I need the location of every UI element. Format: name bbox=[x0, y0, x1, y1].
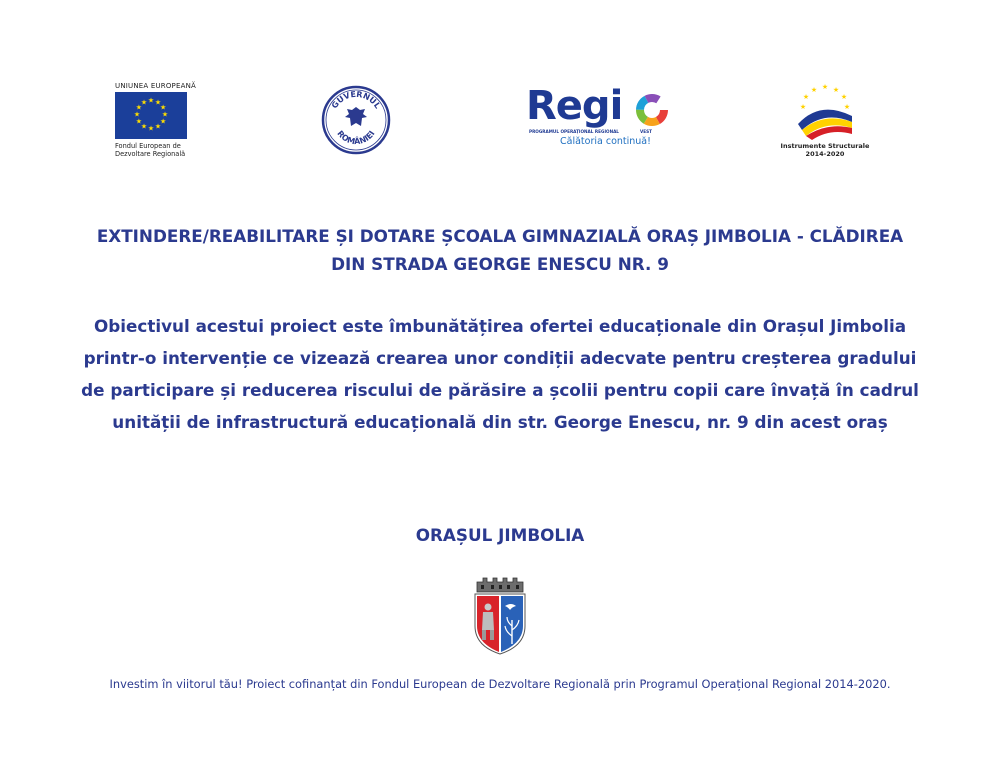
jimbolia-coat-of-arms bbox=[469, 576, 531, 656]
svg-text:★: ★ bbox=[802, 93, 810, 101]
svg-text:★: ★ bbox=[843, 103, 851, 111]
svg-text:★: ★ bbox=[840, 93, 848, 101]
svg-text:★: ★ bbox=[159, 117, 167, 126]
objective-line: printr-o intervenție ce vizează crearea unor condiții adecvate pentru creșterea gradului bbox=[83, 348, 917, 368]
svg-text:★: ★ bbox=[135, 117, 143, 126]
svg-text:★: ★ bbox=[135, 103, 143, 112]
regio-slogan: Călătoria continuă! bbox=[560, 136, 651, 147]
eu-stars-icon bbox=[115, 92, 187, 139]
svg-text:★: ★ bbox=[159, 103, 167, 112]
svg-text:★: ★ bbox=[147, 124, 155, 133]
eu-flag bbox=[115, 92, 187, 139]
eu-logo bbox=[115, 82, 196, 158]
regio-ring-icon bbox=[635, 93, 669, 127]
objective-line: de participare și reducerea riscului de părăsire a școlii pentru copii care învață în cadrul bbox=[81, 380, 919, 400]
footer-note: Investim în viitorul tău! Proiect cofinanțat din Fondul European de Dezvoltare Regională prin Programul Operațional Regional 2014-2020. bbox=[109, 677, 891, 691]
beneficiary-name: ORAȘUL JIMBOLIA bbox=[415, 525, 585, 545]
regio-program-region: VEST bbox=[640, 129, 652, 134]
objective-line: Obiectivul acestui proiect este îmbunătățirea ofertei educaționale din Orașul Jimbolia bbox=[93, 316, 907, 336]
svg-text:★: ★ bbox=[154, 122, 162, 131]
svg-text:★: ★ bbox=[140, 122, 148, 131]
eu-caption: UNIUNEA EUROPEANĂ bbox=[115, 82, 196, 90]
instrumente-caption-line1: Instrumente Structurale bbox=[780, 142, 870, 150]
instrumente-structurale-icon bbox=[780, 80, 870, 142]
svg-text:★: ★ bbox=[821, 83, 829, 91]
svg-text:★: ★ bbox=[140, 98, 148, 107]
svg-text:★: ★ bbox=[154, 98, 162, 107]
project-title-line1: EXTINDERE/REABILITARE ȘI DOTARE ȘCOALA GIMNAZIALĂ ORAȘ JIMBOLIA - CLĂDIREA bbox=[96, 226, 904, 246]
government-ring-top: GUVERNUL bbox=[329, 89, 383, 111]
coat-of-arms-icon bbox=[469, 576, 531, 656]
eu-subcaption-line2: Dezvoltare Regională bbox=[115, 150, 186, 158]
svg-text:★: ★ bbox=[147, 96, 155, 105]
project-objective bbox=[60, 310, 940, 438]
government-ring-bottom: ROMÂNIEI bbox=[335, 128, 377, 147]
eu-subcaption bbox=[115, 142, 185, 158]
svg-text:ROMÂNIEI bbox=[335, 129, 376, 146]
eu-subcaption-line1: Fondul European de bbox=[115, 142, 181, 150]
instrumente-caption bbox=[780, 142, 870, 158]
government-logo bbox=[321, 85, 391, 155]
objective-line: unității de infrastructură educațională din str. George Enescu, nr. 9 din acest oraș bbox=[112, 412, 888, 432]
svg-text:★: ★ bbox=[810, 86, 818, 94]
svg-text:★: ★ bbox=[161, 110, 169, 119]
svg-text:★: ★ bbox=[799, 103, 807, 111]
regio-program-line: PROGRAMUL OPERAȚIONAL REGIONAL bbox=[529, 129, 619, 134]
government-seal-icon bbox=[321, 85, 391, 155]
instrumente-structurale-logo bbox=[780, 80, 870, 160]
regio-wordmark: Regi bbox=[526, 83, 623, 129]
project-title bbox=[60, 222, 940, 278]
project-title-line2: DIN STRADA GEORGE ENESCU NR. 9 bbox=[331, 254, 669, 274]
instrumente-caption-line2: 2014-2020 bbox=[805, 150, 845, 158]
svg-text:★: ★ bbox=[832, 86, 840, 94]
regio-logo bbox=[524, 85, 674, 151]
svg-text:★: ★ bbox=[133, 110, 141, 119]
